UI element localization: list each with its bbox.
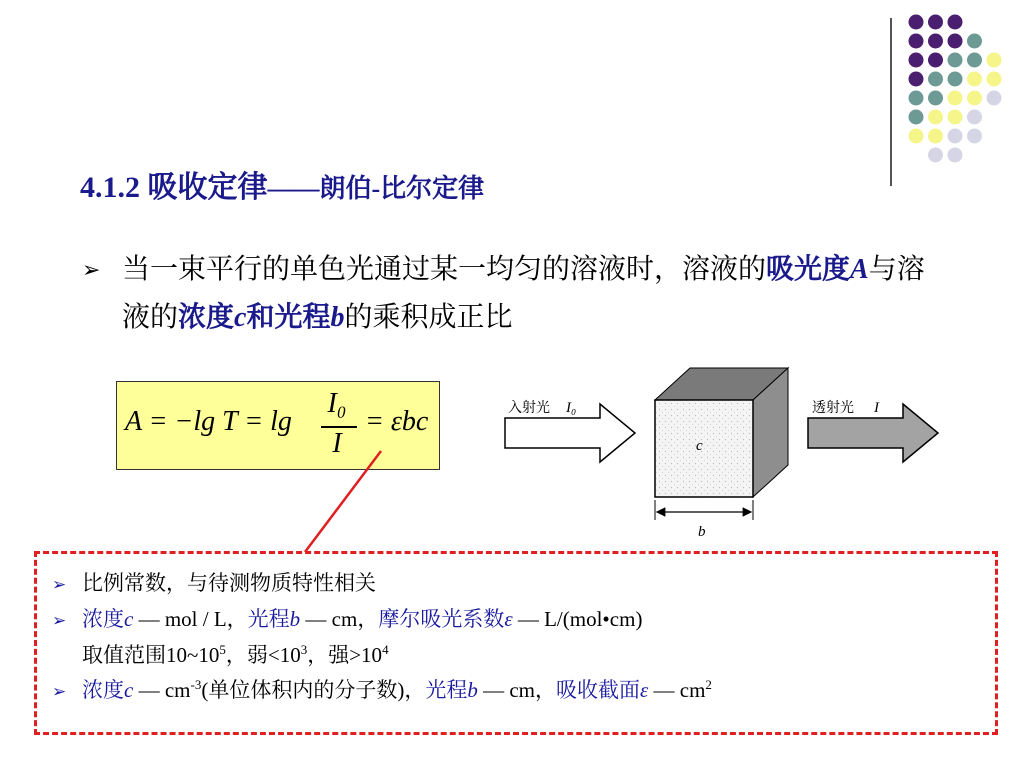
red-pointer-line (305, 451, 381, 552)
bullet-hl-path: 和光程 (246, 302, 331, 333)
note-constant-text: 比例常数，与待测物质特性相关 (82, 571, 376, 595)
note-strong: ，强>10 (307, 643, 383, 667)
note-cross-var: ε (639, 678, 649, 702)
title-main: 吸收定律 (147, 171, 268, 204)
note-line-3 (52, 638, 712, 673)
formula-rhs: = εbc (365, 406, 429, 437)
bullet-var-b: b (330, 302, 345, 333)
incident-var: I₀ (566, 400, 577, 416)
note-conc-unit-2: — cm (133, 678, 191, 702)
note-path-var: b (289, 607, 301, 631)
note-conc-unit: — mol / L， (133, 607, 248, 631)
note-coef-label: 摩尔吸光系数 (378, 607, 505, 631)
note-path-label-2: 光程 (425, 678, 468, 702)
note-cross-label: 吸收截面 (555, 678, 640, 702)
notes-list (52, 566, 712, 709)
bullet-var-A: A (850, 254, 869, 285)
note-conc-var: c (124, 607, 134, 631)
title-dash: —— (267, 174, 320, 203)
formula-numerator: I₀ (327, 388, 347, 419)
formula-lhs: A = −lg T = lg (125, 406, 292, 437)
note-weak: ，弱<10 (225, 643, 301, 667)
note-arrow-icon: ➢ (52, 611, 67, 630)
note-conc-label-2: 浓度 (82, 678, 124, 702)
bullet-text-part3: 的乘积成正比 (344, 302, 513, 333)
note-conc-desc: (单位体积内的分子数)， (201, 678, 426, 702)
note-line-4 (52, 673, 712, 709)
note-range-exp: 5 (219, 642, 226, 657)
note-path-var-2: b (467, 678, 478, 702)
note-arrow-icon: ➢ (52, 682, 67, 701)
note-range-label: 取值范围10~10 (82, 643, 220, 667)
note-cross-exp: 2 (705, 677, 712, 692)
transmitted-label: 透射光 (812, 400, 854, 416)
note-conc-exp: -3 (190, 677, 202, 692)
formula-denominator: I (332, 428, 342, 459)
note-conc-var-2: c (124, 678, 134, 702)
note-line-1 (52, 566, 712, 602)
note-conc-label: 浓度 (82, 607, 124, 631)
note-path-label: 光程 (247, 607, 290, 631)
cube-label: c (696, 438, 703, 454)
title-number: 4.1.2 (80, 171, 140, 204)
path-label: b (698, 524, 706, 540)
bullet-arrow-icon: ➢ (82, 257, 101, 282)
bullet-var-c: c (234, 302, 247, 333)
bullet-text-part2: 与溶液的 (122, 254, 925, 333)
bullet-hl-absorbance: 吸光度 (766, 254, 851, 285)
note-weak-exp: 3 (300, 642, 308, 657)
incident-label: 入射光 (508, 400, 550, 416)
bullet-hl-concentration: 浓度 (178, 302, 235, 333)
note-path-unit-2: — cm， (477, 678, 556, 702)
title-sub: 朗伯-比尔定律 (319, 174, 485, 203)
transmitted-var: I (874, 400, 879, 416)
note-strong-exp: 4 (382, 642, 389, 657)
note-line-2 (52, 602, 712, 638)
bullet-text-part1: 当一束平行的单色光通过某一均匀的溶液时，溶液的 (122, 254, 767, 285)
note-coef-var: ε (504, 607, 513, 631)
note-cross-unit: — cm (648, 678, 706, 702)
note-coef-unit: — L/(mol•cm) (512, 607, 643, 631)
note-arrow-icon: ➢ (52, 575, 67, 594)
note-path-unit: — cm， (300, 607, 379, 631)
